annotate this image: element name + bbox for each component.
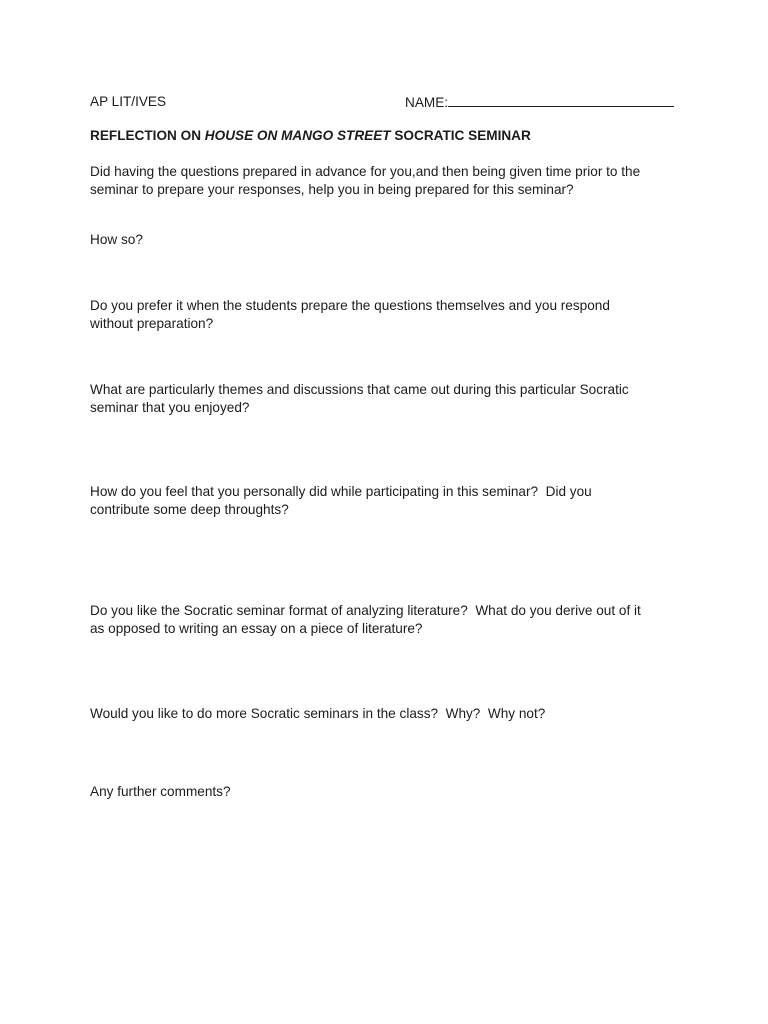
question-line: seminar that you enjoyed? [90,400,250,415]
title-suffix: SOCRATIC SEMINAR [390,128,531,143]
title-prefix: REFLECTION ON [90,128,205,143]
question-line: contribute some deep throughts? [90,502,289,517]
question-line: without preparation? [90,316,214,331]
title-book: HOUSE ON MANGO STREET [204,128,391,143]
question-line: What are particularly themes and discussions that came out during this particular Socratic [90,382,629,397]
name-label: NAME: [405,95,449,110]
question-line: Do you like the Socratic seminar format of analyzing literature? What do you derive out of it [90,603,641,618]
name-blank-line [448,93,674,107]
question-line: Any further comments? [90,784,231,799]
page-title [90,127,531,145]
question-line: Do you prefer it when the students prepare the questions themselves and you respond [90,298,610,313]
question-line: Would you like to do more Socratic seminars in the class? Why? Why not? [90,706,546,721]
question-line: seminar to prepare your responses, help you in being prepared for this seminar? [90,182,574,197]
name-field [405,93,674,112]
question-line: as opposed to writing an essay on a piece of literature? [90,621,423,636]
course-label: AP LIT/IVES [90,94,167,109]
question-line: How so? [90,232,143,247]
question-line: How do you feel that you personally did while participating in this seminar? Did you [90,484,592,499]
question-line: Did having the questions prepared in advance for you,and then being given time prior to the [90,164,641,179]
